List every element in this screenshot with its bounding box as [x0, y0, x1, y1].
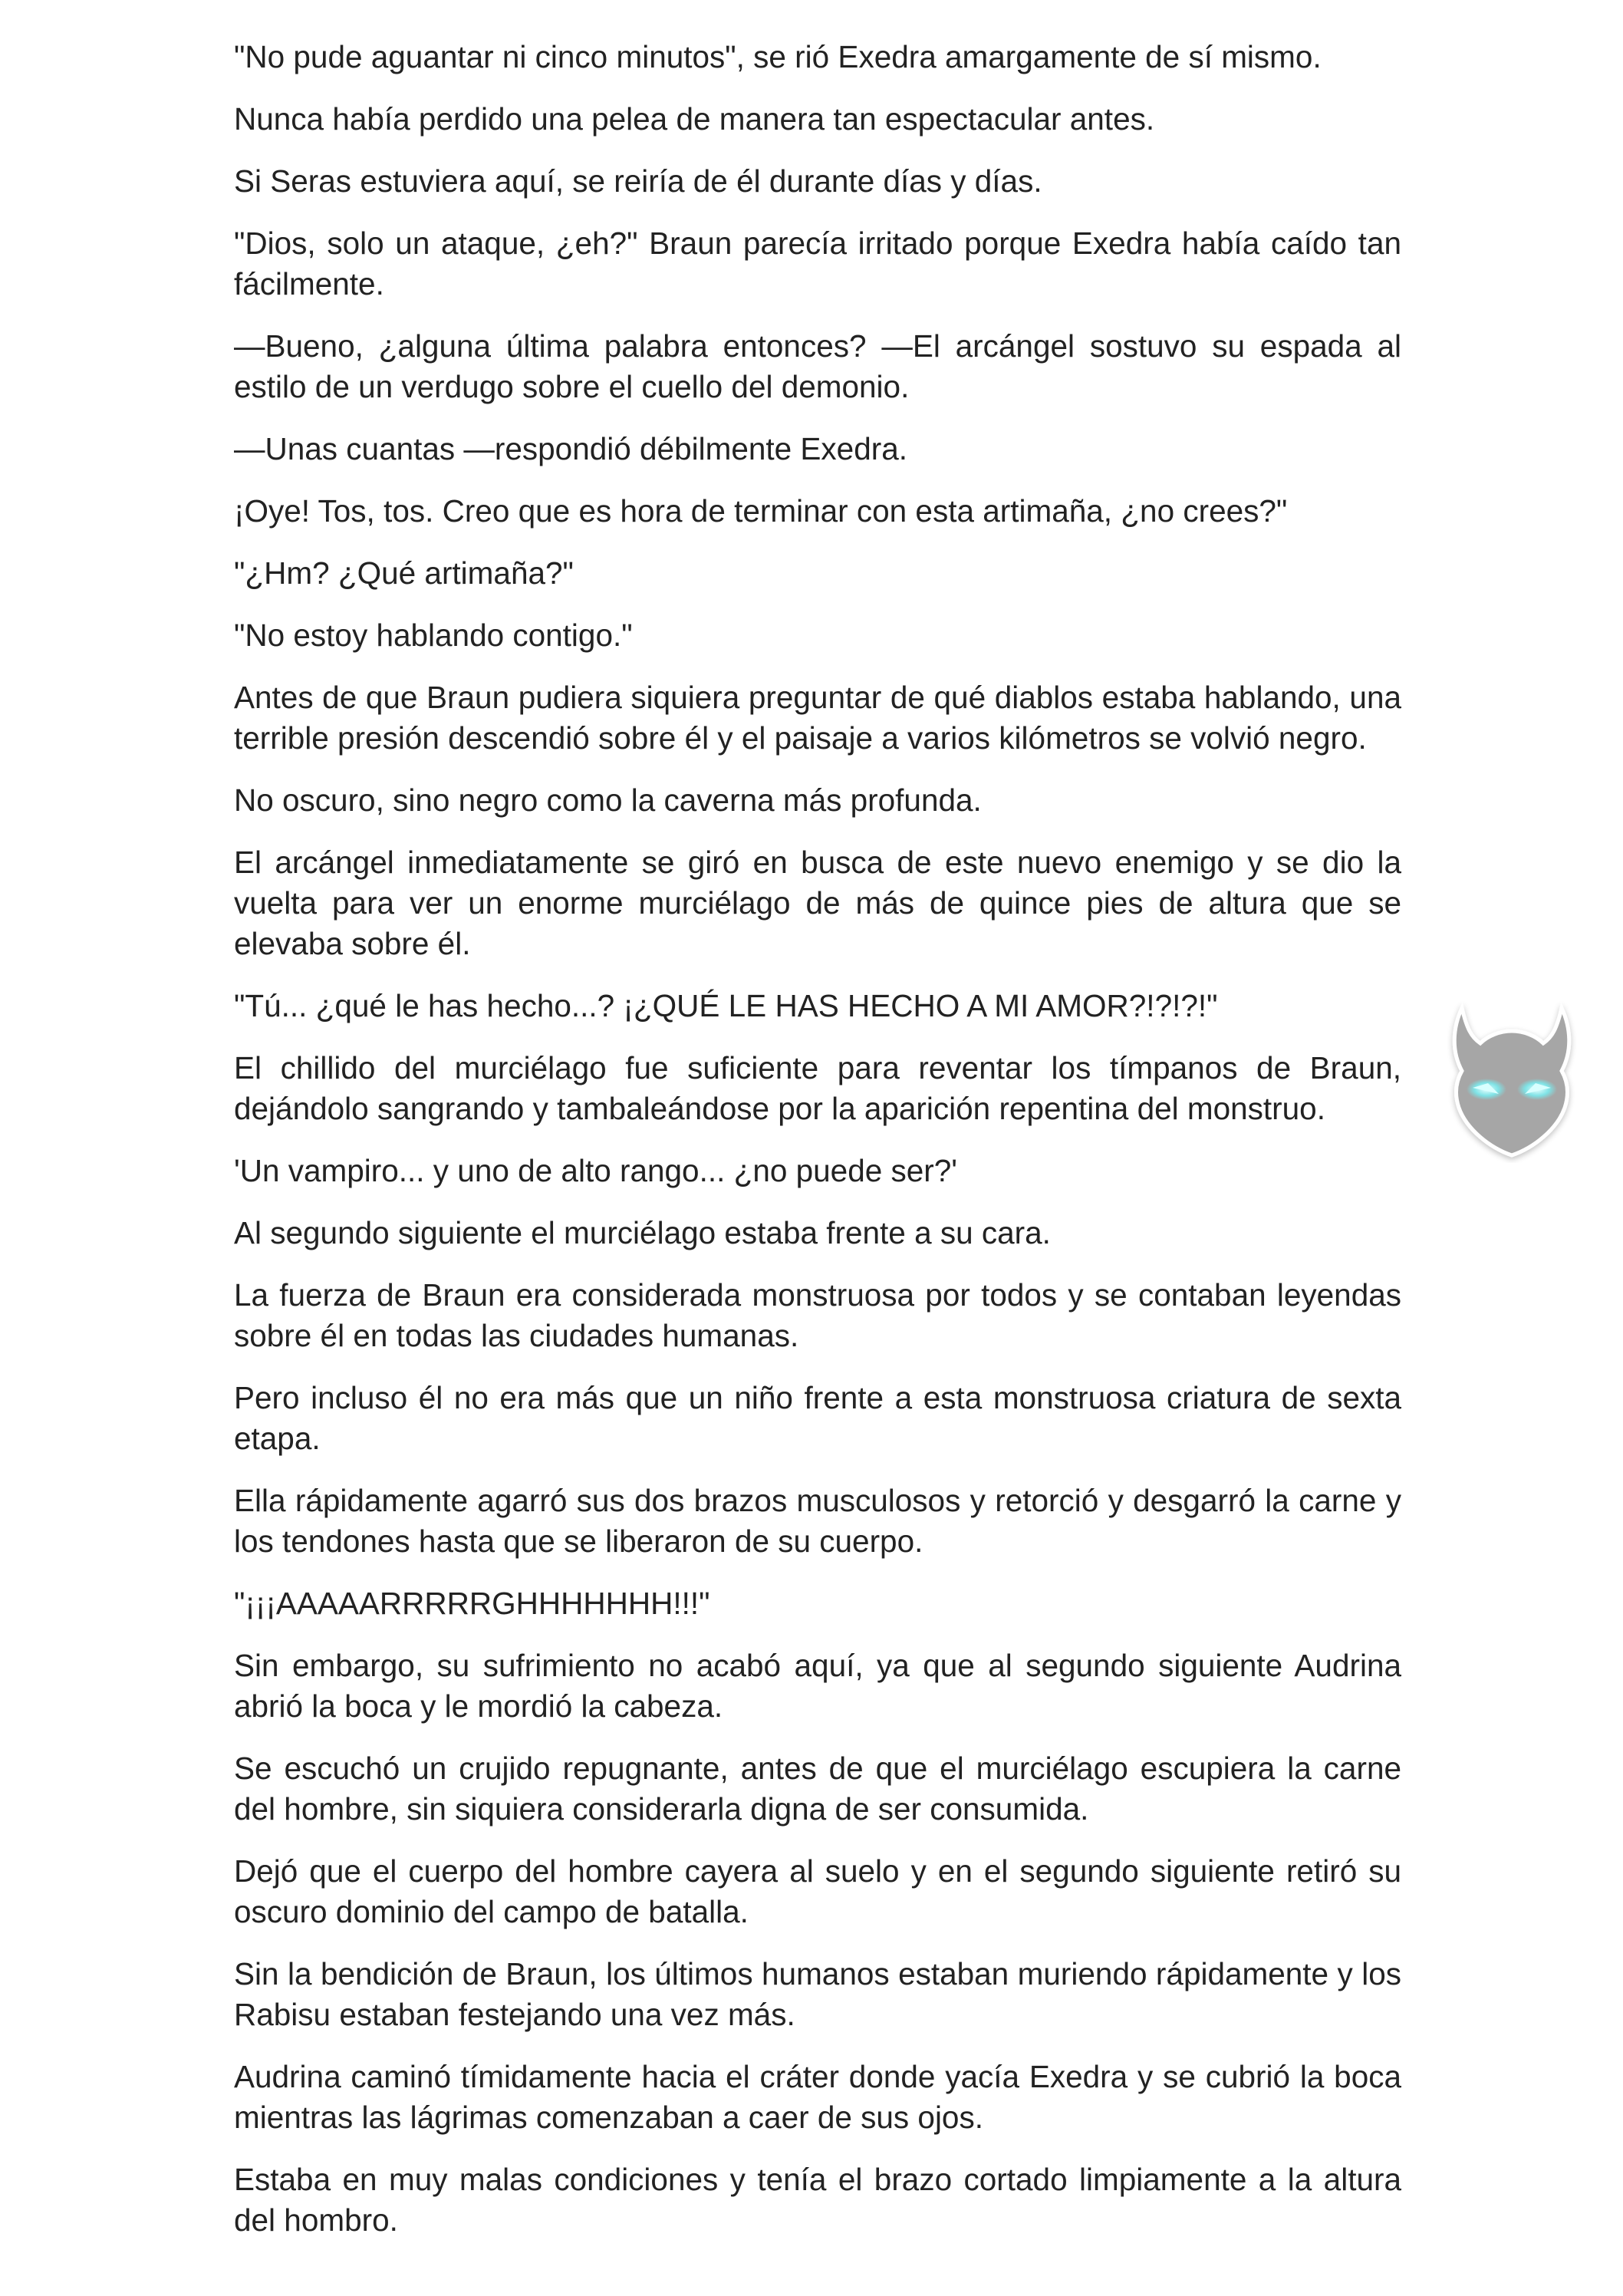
paragraph: Nunca había perdido una pelea de manera tan espectacular antes.: [234, 101, 1155, 137]
paragraph: Sin embargo, su sufrimiento no acabó aquí, ya que al segundo siguiente Audrina abrió la boca y le mordió la cabeza.: [234, 1648, 1401, 1724]
paragraph: El chillido del murciélago fue suficiente para reventar los tímpanos de Braun, dejándolo sangrando y tambaleándose por la aparición repentina del monstruo.: [234, 1050, 1401, 1126]
horned-demon-head-icon: [1440, 997, 1583, 1163]
paragraph: Dejó que el cuerpo del hombre cayera al suelo y en el segundo siguiente retiró su oscuro dominio del campo de batalla.: [234, 1853, 1401, 1929]
paragraph: —Bueno, ¿alguna última palabra entonces? —El arcángel sostuvo su espada al estilo de un verdugo sobre el cuello del demonio.: [234, 328, 1401, 404]
paragraph: "No estoy hablando contigo.": [234, 618, 633, 653]
paragraph: "Dios, solo un ataque, ¿eh?" Braun parecía irritado porque Exedra había caído tan fácilmente.: [234, 226, 1401, 301]
paragraph: Audrina caminó tímidamente hacia el cráter donde yacía Exedra y se cubrió la boca mientras las lágrimas comenzaban a caer de sus ojos.: [234, 2059, 1401, 2135]
paragraph: "¡¡¡AAAAARRRRRGHHHHHHH!!!": [234, 1586, 710, 1621]
paragraph: Ella rápidamente agarró sus dos brazos musculosos y retorció y desgarró la carne y los tendones hasta que se liberaron de su cuerpo.: [234, 1483, 1401, 1559]
paragraph: Se escuchó un crujido repugnante, antes de que el murciélago escupiera la carne del hombre, sin siquiera considerarla digna de ser consumida.: [234, 1751, 1401, 1827]
paragraph: "No pude aguantar ni cinco minutos", se rió Exedra amargamente de sí mismo.: [234, 39, 1322, 74]
paragraph: Estaba en muy malas condiciones y tenía el brazo cortado limpiamente a la altura del hombro.: [234, 2162, 1401, 2238]
paragraph: "Tú... ¿qué le has hecho...? ¡¿QUÉ LE HAS HECHO A MI AMOR?!?!?!": [234, 988, 1218, 1023]
paragraph: "¿Hm? ¿Qué artimaña?": [234, 555, 574, 591]
paragraph: La fuerza de Braun era considerada monstruosa por todos y se contaban leyendas sobre él en todas las ciudades humanas.: [234, 1277, 1401, 1353]
paragraph: Si Seras estuviera aquí, se reiría de él durante días y días.: [234, 163, 1042, 199]
paragraph: El arcángel inmediatamente se giró en busca de este nuevo enemigo y se dio la vuelta para ver un enorme murciélago de más de quince pies de altura que se elevaba sobre él.: [234, 845, 1401, 961]
paragraph: Al segundo siguiente el murciélago estaba frente a su cara.: [234, 1215, 1051, 1250]
paragraph: 'Un vampiro... y uno de alto rango... ¿no puede ser?': [234, 1153, 958, 1188]
paragraph: Sin la bendición de Braun, los últimos humanos estaban muriendo rápidamente y los Rabisu estaban festejando una vez más.: [234, 1956, 1401, 2032]
paragraph: Pero incluso él no era más que un niño frente a esta monstruosa criatura de sexta etapa.: [234, 1380, 1401, 1456]
paragraph: ¡Oye! Tos, tos. Creo que es hora de terminar con esta artimaña, ¿no crees?": [234, 493, 1288, 529]
paragraph: —Unas cuantas —respondió débilmente Exedra.: [234, 431, 907, 466]
text-column: [234, 37, 1401, 2262]
paragraph: Antes de que Braun pudiera siquiera preguntar de qué diablos estaba hablando, una terrible presión descendió sobre él y el paisaje a varios kilómetros se volvió negro.: [234, 680, 1401, 756]
paragraph: No oscuro, sino negro como la caverna más profunda.: [234, 782, 982, 818]
